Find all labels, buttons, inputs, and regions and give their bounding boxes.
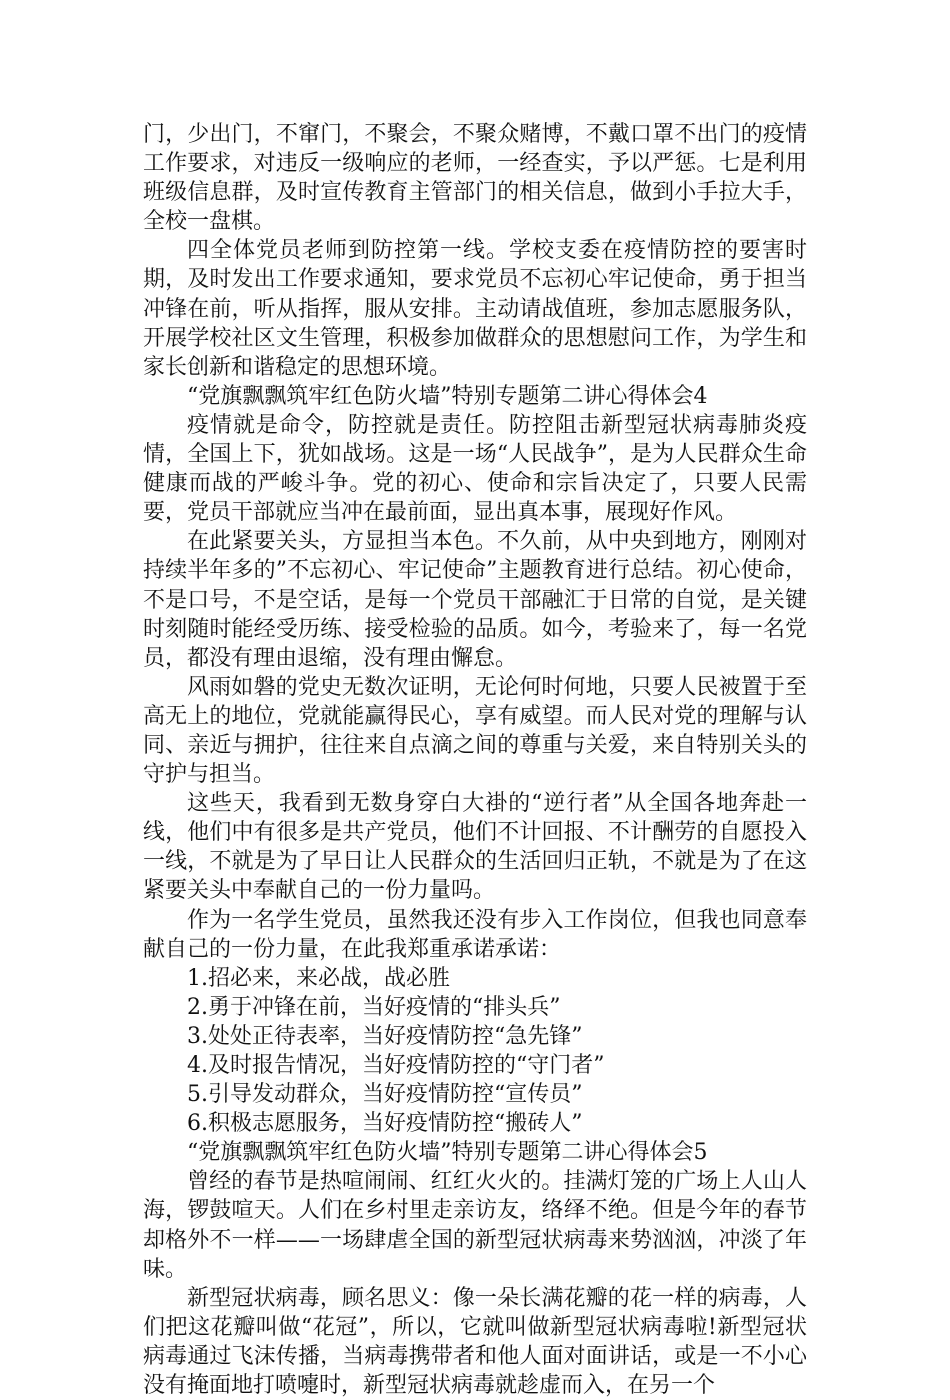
pledge-list-item: 3.处处正待表率，当好疫情防控“急先锋”	[187, 1023, 583, 1049]
paragraph: 曾经的春节是热喧闹闹、红红火火的。挂满灯笼的广场上人山人海，锣鼓喧天。人们在乡村里走亲访友，络绎不绝。但是今年的春节却格外不一样——一场肆虐全国的新型冠状病毒来势汹汹，冲淡了年味。	[143, 1169, 807, 1282]
paragraph: 作为一名学生党员，虽然我还没有步入工作岗位，但我也同意奉献自己的一份力量，在此我郑重承诺承诺：	[143, 907, 807, 962]
paragraph-continued: 门，少出门，不窜门，不聚会，不聚众赌博，不戴口罩不出门的疫情工作要求，对违反一级响应的老师，一经查实，予以严惩。七是利用班级信息群，及时宣传教育主管部门的相关信息，做到小手拉大手，全校一盘棋。	[143, 122, 807, 235]
pledge-list-item: 1.招必来，来必战，战必胜	[187, 965, 450, 991]
pledge-list-item: 6.积极志愿服务，当好疫情防控“搬砖人”	[187, 1111, 583, 1137]
paragraph: 四全体党员老师到防控第一线。学校支委在疫情防控的要害时期，及时发出工作要求通知，要求党员不忘初心牢记使命，勇于担当冲锋在前，听从指挥，服从安排。主动请战值班，参加志愿服务队，开展学校社区文生管理，积极参加做群众的思想慰问工作，为学生和家长创新和谐稳定的思想环境。	[143, 238, 807, 380]
paragraph: 在此紧要关头，方显担当本色。不久前，从中央到地方，刚刚对持续半年多的”不忘初心、牢记使命”主题教育进行总结。初心使命，不是口号，不是空话，是每一个党员干部融汇于日常的自觉，是关键时刻随时能经受历练、接受检验的品质。如今，考验来了，每一名党员，都没有理由退缩，没有理由懈怠。	[143, 529, 807, 671]
pledge-list-item: 4.及时报告情况，当好疫情防控的“守门者”	[187, 1053, 605, 1078]
paragraph: 新型冠状病毒，顾名思义：像一朵长满花瓣的花一样的病毒，人们把这花瓣叫做“花冠”，所以，它就叫做新型冠状病毒啦!新型冠状病毒通过飞沫传播，当病毒携带者和他人面对面讲话，或是一不小心没有掩面地打喷嚏时，新型冠状病毒就趁虚而入，在另一个	[143, 1285, 807, 1399]
section-heading: “党旗飘飘筑牢红色防火墙”特别专题第二讲心得体会4	[187, 383, 708, 409]
paragraph: 这些天，我看到无数身穿白大褂的“逆行者”从全国各地奔赴一线，他们中有很多是共产党员，他们不计回报、不计酬劳的自愿投入一线，不就是为了早日让人民群众的生活回归正轨，不就是为了在这紧要关头中奉献自己的一份力量吗。	[143, 791, 807, 904]
pledge-list-item: 2.勇于冲锋在前，当好疫情的“排头兵”	[187, 994, 561, 1020]
pledge-list-item: 5.引导发动群众，当好疫情防控“宣传员”	[187, 1082, 583, 1108]
paragraph: 疫情就是命令，防控就是责任。防控阻击新型冠状病毒肺炎疫情，全国上下，犹如战场。这是一场“人民战争”，是为人民群众生命健康而战的严峻斗争。党的初心、使命和宗旨决定了，只要人民需要，党员干部就应当冲在最前面，显出真本事，展现好作风。	[143, 412, 807, 526]
paragraph: 风雨如磐的党史无数次证明，无论何时何地，只要人民被置于至高无上的地位，党就能赢得民心，享有威望。而人民对党的理解与认同、亲近与拥护，往往来自点滴之间的尊重与关爱，来自特别关头的守护与担当。	[143, 674, 807, 788]
document-body	[143, 120, 807, 1400]
section-heading: “党旗飘飘筑牢红色防火墙”特别专题第二讲心得体会5	[187, 1140, 708, 1166]
